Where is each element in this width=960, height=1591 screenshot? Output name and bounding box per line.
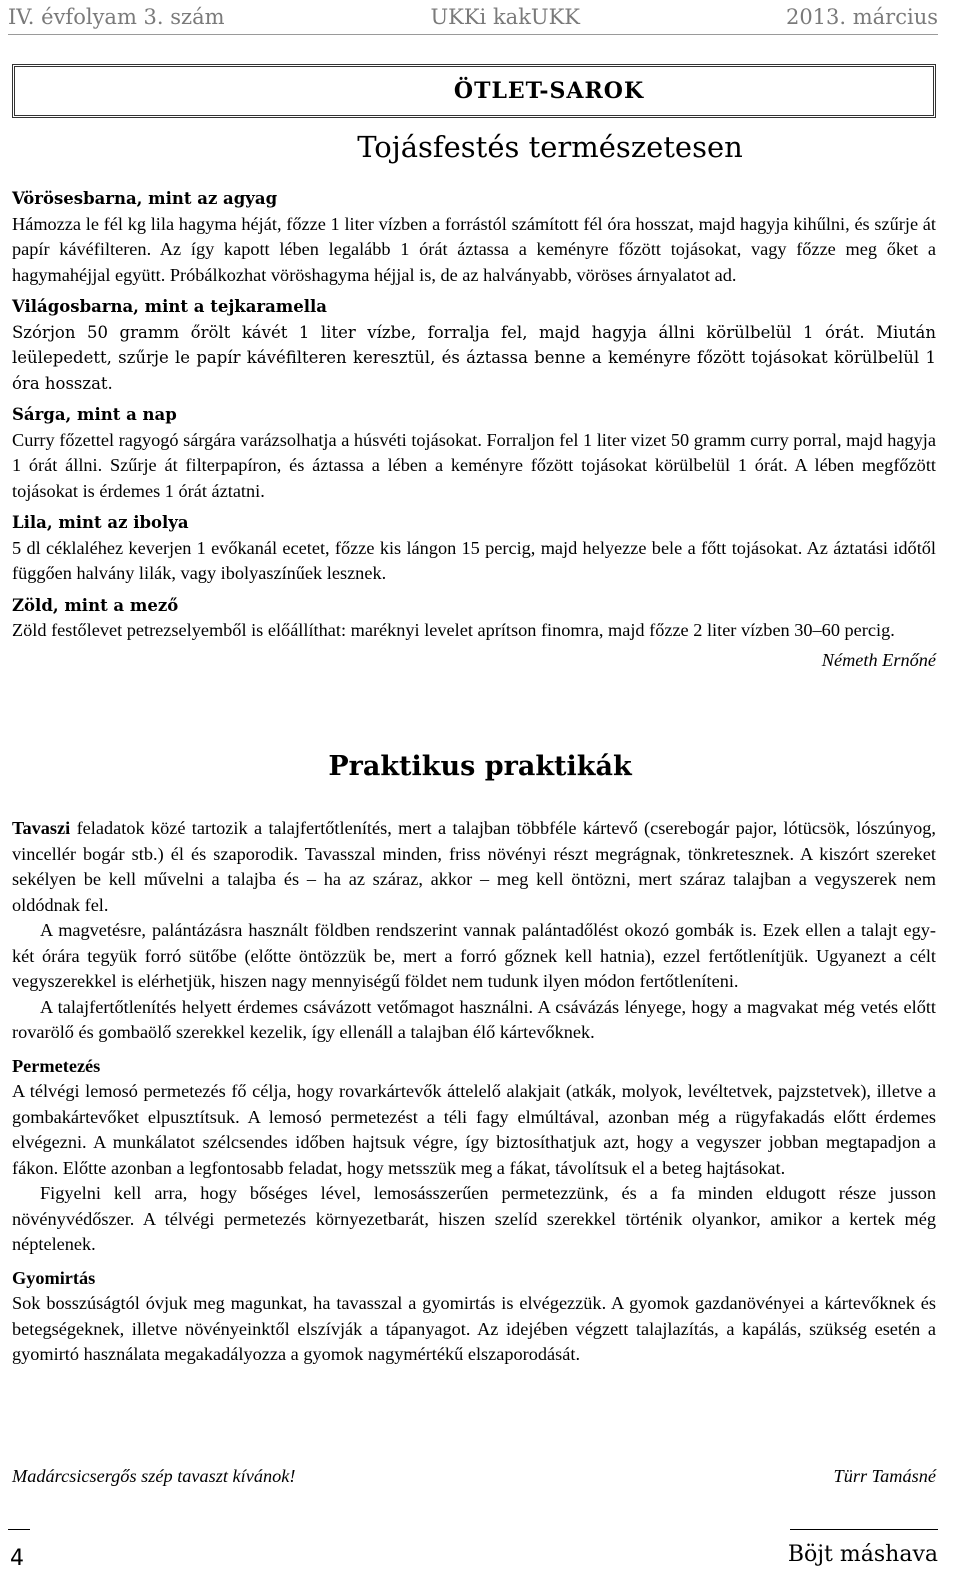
article2-title: Praktikus praktikák [328,751,632,782]
article2-paragraph: A magvetésre, palántázásra használt földben rendszerint vannak palántadőlést okozó gombák is. Ezek ellen a talajt egy-két órára tegyük forró sütőbe (előtte öntözzük be, mert a forró gőznek kell hatnia), ezzel fertőtlenítjük. Ugyanezt a célt vegyszerekkel is elérhetjük, hiszen nagy mennyiségű földet nem tudunk ilyen módon fertőtleníteni. [12,920,936,991]
section-heading: Sárga, mint a nap [12,405,177,424]
section-heading: Lila, mint az ibolya [12,513,189,532]
section-heading: Zöld, mint a mező [12,595,179,615]
section-box-title: ÖTLET-SAROK [453,78,645,104]
section-heading: Világosbarna, mint a tejkaramella [12,297,327,316]
page-header [8,0,938,35]
header-date: 2013. március [785,5,938,29]
article2-paragraph: A talajfertőtlenítés helyett érdemes csávázott vetőmagot használni. A csávázás lényege, hogy a magvakat még vetés előtt rovarölő és gombaölő szerekkel kezelik, így ellenáll a talajban élő kártevőknek. [12,996,936,1042]
section-text: Curry főzettel ragyogó sárgára varázsolhatja a húsvéti tojásokat. Forraljon fel 1 liter vizet 50 gramm curry porral, majd hagyja 1 órát állni. Szűrje át filterpapíron, és áztassa a lében a keményre főzött tojásokat körülbelül 1 órát. A lében megfőzött tojásokat is érdemes 1 órát áztatni. [12,429,936,501]
footer-divider-right [790,1529,938,1530]
intro-text: feladatok közé tartozik a talajfertőtlenítés, mert a talajban többféle kártevő (cserebogár pajor, lótücsök, lószúnyog, vincellér bogár stb.) él és szaporodik. Tavasszal minden, friss növényi részt megrágnak, tönkretesznek. A kiszórt szereket sekélyen be kell művelni a talajba és – ha az száraz, akkor – meg kell öntözni, mert száraz talajban a vegyszerek nem oldódnak fel. [12,818,936,915]
permetezes-paragraph: A télvégi lemosó permetezés fő célja, hogy rovarkártevők áttelelő alakjait (atkák, molyok, levéltetvek, pajzstetvek), illetve a gombakártevőket elpusztítsuk. A lemosó permetezést a téli fagy elmúltával, azonban még a rügyfakadás előtt érdemes elvégezni. A munkálatot szélcsendes időben hajtsuk végre, így biztosíthatjuk azt, hogy a vegyszer jobban megtapadjon a fákon. Előtte azonban a legfontosabb feladat, hogy metsszük meg a fákat, távolítsuk el a beteg hajtásokat. [12,1081,936,1178]
section-text: Zöld festőlevet petrezselyemből is előállíthat: maréknyi levelet aprítson finomra, majd főzze 2 liter vízben 30–60 percig. [12,620,895,640]
gyomirtas-paragraph: Sok bosszúságtól óvjuk meg magunkat, ha tavasszal a gyomirtás is elvégezzük. A gyomok gazdanövényei a kártevőknek és betegségeknek, illetve növényeinktől elszívják a tápanyagot. Az idejében végzett talajlazítás, a kapálás, szükség esetén a gyomirtó használata megakadályozza a gyomok nagymértékű elszaporodását. [12,1293,936,1364]
article2-body [12,816,936,1368]
permetezes-heading: Permetezés [12,1055,101,1076]
gyomirtas-heading: Gyomirtás [12,1267,96,1288]
section-text: 5 dl céklaléhez keverjen 1 evőkanál ecetet, főzze kis lángon 15 percig, majd helyezze bele a főtt tojásokat. Az áztatási időtől függően halvány lilák, vagy ibolyaszínűek lesznek. [12,537,936,583]
article2-intro [12,816,936,918]
footer-divider-left [8,1529,30,1530]
article2-signoff [12,1466,936,1487]
section-box [12,64,936,118]
article1-title: Tojásfestés természetesen [357,130,743,164]
header-volume: IV. évfolyam 3. szám [8,5,225,29]
article2-author: Türr Tamásné [833,1466,936,1486]
footer-section-label: Böjt máshava [787,1542,938,1567]
permetezes-paragraph: Figyelni kell arra, hogy bőséges lével, lemosásszerűen permetezzünk, és a fa minden eldugott része jusson növényvédőszer. A télvégi permetezés környezetbarát, hiszen szelíd szerekkel történik olyankor, amikor a kertek még néptelenek. [12,1183,936,1254]
header-magazine: UKKi kakUKK [430,5,580,29]
article1-author: Németh Ernőné [821,649,936,670]
page-number: 4 [10,1546,24,1571]
section-heading: Vörösesbarna, mint az agyag [12,189,278,208]
section-text: Szórjon 50 gramm őrölt kávét 1 liter vízbe, forralja fel, majd hagyja állni körülbelül 1 órát. Miután leülepedett, szűrje le papír kávéfilteren keresztül, és áztassa benne a keményre főzött tojásokat körülbelül 1 óra hosszat. [12,322,936,393]
intro-bold-word: Tavaszi [12,818,71,838]
article1-body [12,186,936,673]
signoff-greeting: Madárcsicsergős szép tavaszt kívánok! [12,1466,296,1486]
section-text: Hámozza le fél kg lila hagyma héját, főzze 1 liter vízben a forrástól számított fél óra hosszat, majd hagyja kihűlni, és szűrje át papír kávéfilteren. Az így kapott lében legalább 1 órát áztassa a keményre főzött tojásokat, vagy főzze meg őket a hagymahéjjal együtt. Próbálkozhat vöröshagyma héjjal is, de az halványabb, vöröses árnyalatot ad. [12,213,936,285]
